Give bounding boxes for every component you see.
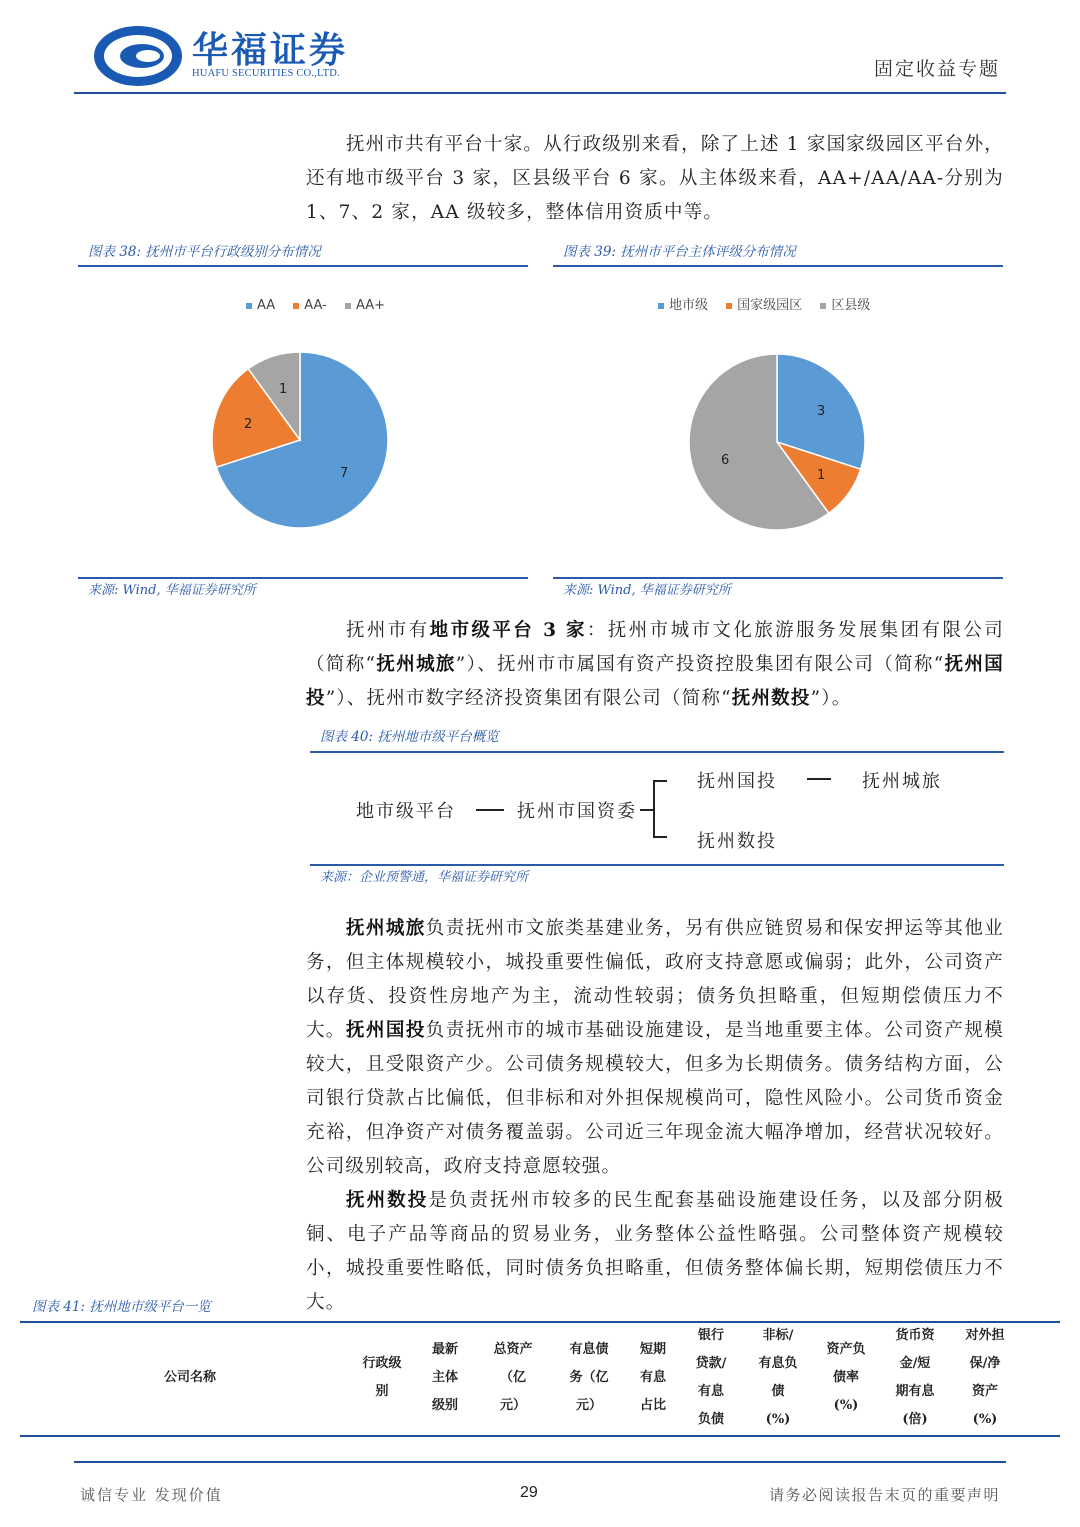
table-header-line: 金/短 xyxy=(899,1356,931,1371)
table-column-header xyxy=(954,1322,1016,1434)
emphasis: 地市级平台 3 家 xyxy=(429,620,587,641)
figure-40-source: 来源：企业预警通，华福证券研究所 xyxy=(320,870,529,885)
figure-39-title: 图表 39: 抚州市平台主体评级分布情况 xyxy=(563,244,796,260)
legend-item-aa-minus xyxy=(293,298,327,313)
table-header-line: 非标/ xyxy=(762,1328,794,1343)
company-logo xyxy=(92,22,362,90)
legend-swatch xyxy=(293,303,299,309)
figure-38-title: 图表 38: 抚州市平台行政级别分布情况 xyxy=(88,244,321,260)
table-column-header xyxy=(628,1336,678,1420)
fuzhou-shutou-paragraph xyxy=(306,1184,1004,1320)
table-header-line: 债 xyxy=(771,1384,785,1399)
org-child-node: 抚州数投 xyxy=(697,831,777,852)
table-header-line: 别 xyxy=(375,1384,389,1399)
org-subsidiary-node: 抚州城旅 xyxy=(862,771,942,792)
table-header-line: （亿 xyxy=(499,1370,526,1385)
table-header-line: 有息 xyxy=(639,1370,666,1385)
emphasis: 抚州国投 xyxy=(346,1020,426,1041)
legend-item-aa-plus xyxy=(345,298,385,313)
legend-label: 地市级 xyxy=(669,298,709,313)
figure-38-legend xyxy=(246,298,399,313)
city-platforms-paragraph xyxy=(306,614,1004,716)
figure-40-title: 图表 40: 抚州地市级平台概览 xyxy=(320,729,499,745)
table-header-line: 主体 xyxy=(431,1370,458,1385)
legend-swatch xyxy=(658,303,664,309)
table-header-line: 占比 xyxy=(639,1398,666,1413)
figure-38-top-rule xyxy=(78,265,528,267)
text-run: 负责抚州市的城市基础设施建设，是当地重要主体。公司资产规模较大，且受限资产少。公司债务规模较大，但多为长期债务。债务结构方面，公司银行贷款占比偏低，但非标和对外担保规模尚可，隐性风险小。公司货币资金充裕，但净资产对债务覆盖弱。公司近三年现金流大幅净增加，经营状况较好。公司级别较高，政府支持意愿较强。 xyxy=(306,1020,1004,1177)
table-header-line: (倍) xyxy=(902,1412,928,1427)
logo-chinese-name: 华福证券 xyxy=(192,30,349,71)
table-header-line: 总资产 xyxy=(493,1342,533,1357)
legend-swatch xyxy=(820,303,826,309)
table-column-header xyxy=(884,1322,946,1434)
text-run: ：抚州市城市文化旅游服务发展集团有限公司（简称“ xyxy=(306,620,1004,675)
table-header-line: 有息负 xyxy=(758,1356,798,1371)
table-header-line: 有息债 xyxy=(569,1342,609,1357)
table-header-line: 有息 xyxy=(697,1384,724,1399)
org-connector xyxy=(640,809,653,811)
text-run: ”）。 xyxy=(810,688,852,709)
org-child-node: 抚州国投 xyxy=(697,771,777,792)
table-header-line: 元） xyxy=(575,1398,602,1413)
org-connector xyxy=(476,809,504,811)
text-run: 是负责抚州市较多的民生配套基础设施建设任务，以及部分阴极铜、电子产品等商品的贸易业务，业务整体公益性略强。公司整体资产规模较小，城投重要性略低，同时债务负担略重，但债务整体偏长期，短期偿债压力不大。 xyxy=(306,1190,1004,1313)
table-header-line: (%) xyxy=(833,1398,859,1413)
table-header-line: 银行 xyxy=(697,1328,724,1343)
table-column-header xyxy=(352,1350,412,1406)
footer-disclaimer: 请务必阅读报告末页的重要声明 xyxy=(768,1486,1000,1504)
org-bracket xyxy=(653,780,655,838)
pie-data-label: 2 xyxy=(243,417,253,433)
legend-swatch xyxy=(726,303,732,309)
header-divider xyxy=(74,92,1006,94)
report-type: 固定收益专题 xyxy=(873,58,1000,80)
logo-mark-icon xyxy=(92,24,184,88)
footer-divider xyxy=(74,1461,1006,1463)
figure-39-source: 来源: Wind, 华福证券研究所 xyxy=(563,583,731,598)
legend-swatch xyxy=(246,303,252,309)
table-header-line: 保/净 xyxy=(969,1356,1001,1371)
legend-label: 国家级园区 xyxy=(737,298,803,313)
table-header-line: 务（亿 xyxy=(569,1370,609,1385)
emphasis: 抚州国投 xyxy=(306,654,1004,709)
legend-item-city xyxy=(658,298,708,313)
table-column-header xyxy=(750,1322,806,1434)
figure-39-legend xyxy=(658,294,884,313)
org-level2-node: 抚州市国资委 xyxy=(517,801,637,822)
table-header-line: 贷款/ xyxy=(695,1356,727,1371)
table-header-line: 级别 xyxy=(431,1398,458,1413)
pie-data-label: 1 xyxy=(816,468,826,484)
table-column-header xyxy=(686,1322,736,1434)
logo-english-name: HUAFU SECURITIES CO.,LTD. xyxy=(192,68,340,79)
table-header-line: 元） xyxy=(499,1398,526,1413)
table-header-line: 债率 xyxy=(832,1370,859,1385)
org-connector xyxy=(807,778,831,780)
fuzhou-guotou-paragraph xyxy=(306,1014,1004,1184)
table-header-line: (%) xyxy=(972,1412,998,1427)
table-header-line: 对外担 xyxy=(965,1328,1005,1343)
table-header-line: 公司名称 xyxy=(163,1370,216,1385)
figure-39-pie-chart xyxy=(677,342,877,542)
table-header-line: 期有息 xyxy=(895,1384,935,1399)
legend-label: AA+ xyxy=(356,298,386,313)
table-header-line: 货币资 xyxy=(895,1328,935,1343)
legend-item-district xyxy=(820,298,870,313)
pie-data-label: 6 xyxy=(720,452,730,468)
figure-38-pie-chart xyxy=(200,340,400,540)
pie-data-label: 3 xyxy=(816,403,826,419)
intro-paragraph: 抚州市共有平台十家。从行政级别来看，除了上述 1 家国家级园区平台外，还有地市级平台 3 家，区县级平台 6 家。从主体级来看，AA+/AA/AA-分别为 1、7、2 家，AA 级较多，整体信用资质中等。 xyxy=(306,134,1004,223)
legend-swatch xyxy=(345,303,351,309)
org-root-node: 地市级平台 xyxy=(356,801,456,822)
legend-label: AA- xyxy=(304,298,327,313)
table-column-header xyxy=(818,1336,874,1420)
table-column-header xyxy=(480,1336,546,1420)
table-header-line: 负债 xyxy=(697,1412,724,1427)
figure-38-source: 来源: Wind, 华福证券研究所 xyxy=(88,583,256,598)
figure-39-top-rule xyxy=(553,265,1003,267)
emphasis: 抚州数投 xyxy=(731,688,811,709)
emphasis: 抚州城旅 xyxy=(346,918,426,939)
table-header-line: 最新 xyxy=(431,1342,458,1357)
legend-item-aa xyxy=(246,298,275,313)
text-run: 负责抚州市文旅类基建业务，另有供应链贸易和保安押运等其他业务，但主体规模较小，城投重要性偏低，政府支持意愿或偏弱；此外，公司资产以存货、投资性房地产为主，流动性较弱；债务负担略重，但短期偿债压力不大。 xyxy=(306,918,1004,1041)
legend-item-national-park xyxy=(726,298,802,313)
pie-data-label: 7 xyxy=(339,466,349,482)
page-number: 29 xyxy=(520,1484,538,1501)
footer-slogan: 诚信专业 发现价值 xyxy=(80,1486,223,1504)
table-header-line: 短期 xyxy=(639,1342,666,1357)
table-header-line: 资产 xyxy=(971,1384,998,1399)
text-run: 抚州市有 xyxy=(346,620,430,641)
legend-label: AA xyxy=(257,298,276,313)
table-column-header xyxy=(420,1336,470,1420)
table-header-line: (%) xyxy=(765,1412,791,1427)
table-header-line: 资产负 xyxy=(826,1342,866,1357)
text-run: ”）、抚州市数字经济投资集团有限公司（简称“ xyxy=(325,688,732,709)
org-bracket-top xyxy=(653,780,667,782)
legend-label: 区县级 xyxy=(831,298,871,313)
emphasis: 抚州数投 xyxy=(346,1190,429,1211)
pie-data-label: 1 xyxy=(278,382,288,398)
text-run: ”）、抚州市市属国有资产投资控股集团有限公司（简称“ xyxy=(455,654,945,675)
figure-40-top-rule xyxy=(310,751,1004,753)
emphasis: 抚州城旅 xyxy=(376,654,456,675)
org-bracket-bottom xyxy=(653,836,667,838)
figure-41-title: 图表 41: 抚州地市级平台一览 xyxy=(32,1299,211,1315)
table-column-header xyxy=(556,1336,622,1420)
table-header-line: 行政级 xyxy=(362,1356,402,1371)
table-header-bottom-rule xyxy=(20,1435,1060,1437)
table-column-header xyxy=(130,1364,250,1392)
